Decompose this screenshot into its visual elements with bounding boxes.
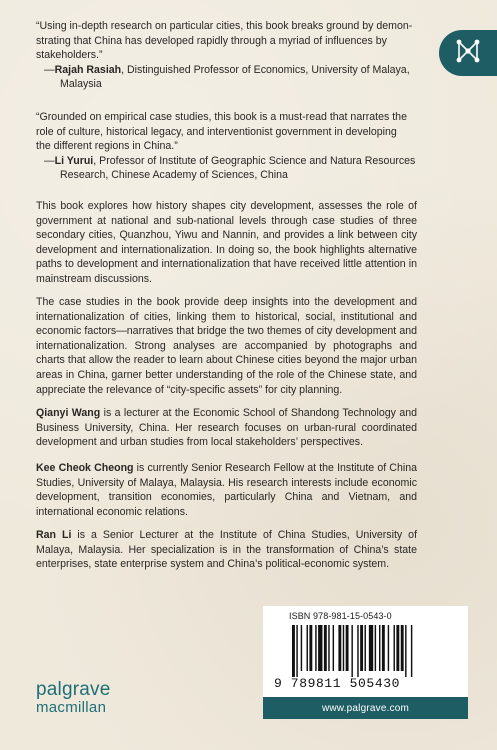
author-bio-ran-li <box>36 528 417 572</box>
bio-name: Qianyi Wang <box>36 407 101 419</box>
bio-name: Kee Cheok Cheong <box>36 462 134 474</box>
isbn-label: ISBN 978-981-15-0543-0 <box>289 611 392 621</box>
quote-affiliation: , Professor of Institute of Geographic Science and Natura Resources <box>93 154 416 167</box>
quote-li-yurui <box>36 110 418 183</box>
bio-body: is a lecturer at the Economic School of Shandong Technology and Business University, China. Her research focuses on urban-rural coordinated development and urban studies from local stakeholders’ perspectives. <box>36 407 418 449</box>
bio-text <box>36 406 417 450</box>
description-paragraph-2 <box>36 295 417 397</box>
bio-body: is a Senior Lecturer at the Institute of China Studies, University of Malaya, Malaysia. Her specialization is in the transformation of China’s state enterprises, state enterprise system and China’s political-economic system. <box>36 529 418 571</box>
bio-text <box>36 528 417 572</box>
attribution-dash: — <box>44 63 55 76</box>
quote-attribution <box>36 154 418 169</box>
network-nodes-icon <box>455 38 481 69</box>
quote-affiliation-continued: Malaysia <box>60 78 102 91</box>
quote-affiliation: , Distinguished Professor of Economics, University of Malaya, <box>121 63 410 76</box>
description-text: This book explores how history shapes city development, assesses the role of government at national and sub-national levels through case studies of three secondary cities, Quanzhou, Yiwu and Nannin, and provides a link between city development and internationalization. In doing so, the book highlights alternative paths to development and internationalization that have received little attention in mainstream discussions. <box>36 200 417 285</box>
quote-author: Rajah Rasiah <box>54 63 122 76</box>
bio-text <box>36 461 417 519</box>
quote-affiliation-continued: Research, Chinese Academy of Sciences, China <box>60 169 288 182</box>
quote-attribution <box>36 63 418 78</box>
logo-line-2: macmillan <box>36 699 107 716</box>
bio-body: is currently Senior Research Fellow at the Institute of China Studies, University of Malaya, Malaysia. His research interests include economic development, transition economies, particularly China and Vietnam, and international economic relations. <box>36 462 417 518</box>
quote-author: Li Yurui <box>54 154 94 167</box>
palgrave-macmillan-logo <box>36 681 110 717</box>
quote-line: stakeholders.” <box>36 49 103 62</box>
quote-rajah-rasiah <box>36 19 418 92</box>
quote-line: strating that China has developed rapidly through a myriad of influences by <box>36 34 387 47</box>
attribution-dash: — <box>44 154 55 167</box>
author-bio-kee-cheok-cheong <box>36 461 417 519</box>
logo-line-1: palgrave <box>36 679 111 700</box>
barcode-icon <box>290 625 460 677</box>
quote-line: “Using in-depth research on particular cities, this book breaks ground by demon- <box>36 20 413 32</box>
quote-line: the different regions in China.” <box>36 140 178 153</box>
quote-line: “Grounded on empirical case studies, this book is a must-read that narrates the <box>36 111 407 123</box>
quote-line: role of culture, historical legacy, and interventionist government in developing <box>36 125 397 138</box>
author-bio-qianyi-wang <box>36 406 417 450</box>
description-paragraph-1 <box>36 199 417 287</box>
isbn-digits: 9 789811 505430 <box>274 676 401 691</box>
series-badge <box>439 30 497 76</box>
description-text: The case studies in the book provide deep insights into the development and internationalization of cities, linking them to historical, social, institutional and economic factors—narratives that bridge the two themes of city development and internationalization. Strong analyses are accompanied by photographs and charts that allow the reader to learn about Chinese cities beyond the major urban areas in China, garner better understanding of the role of the Chinese state, and appreciate the relevance of “city-specific assets” for city planning. <box>36 296 417 396</box>
bio-name: Ran Li <box>36 529 72 541</box>
publisher-website[interactable]: www.palgrave.com <box>263 697 468 719</box>
